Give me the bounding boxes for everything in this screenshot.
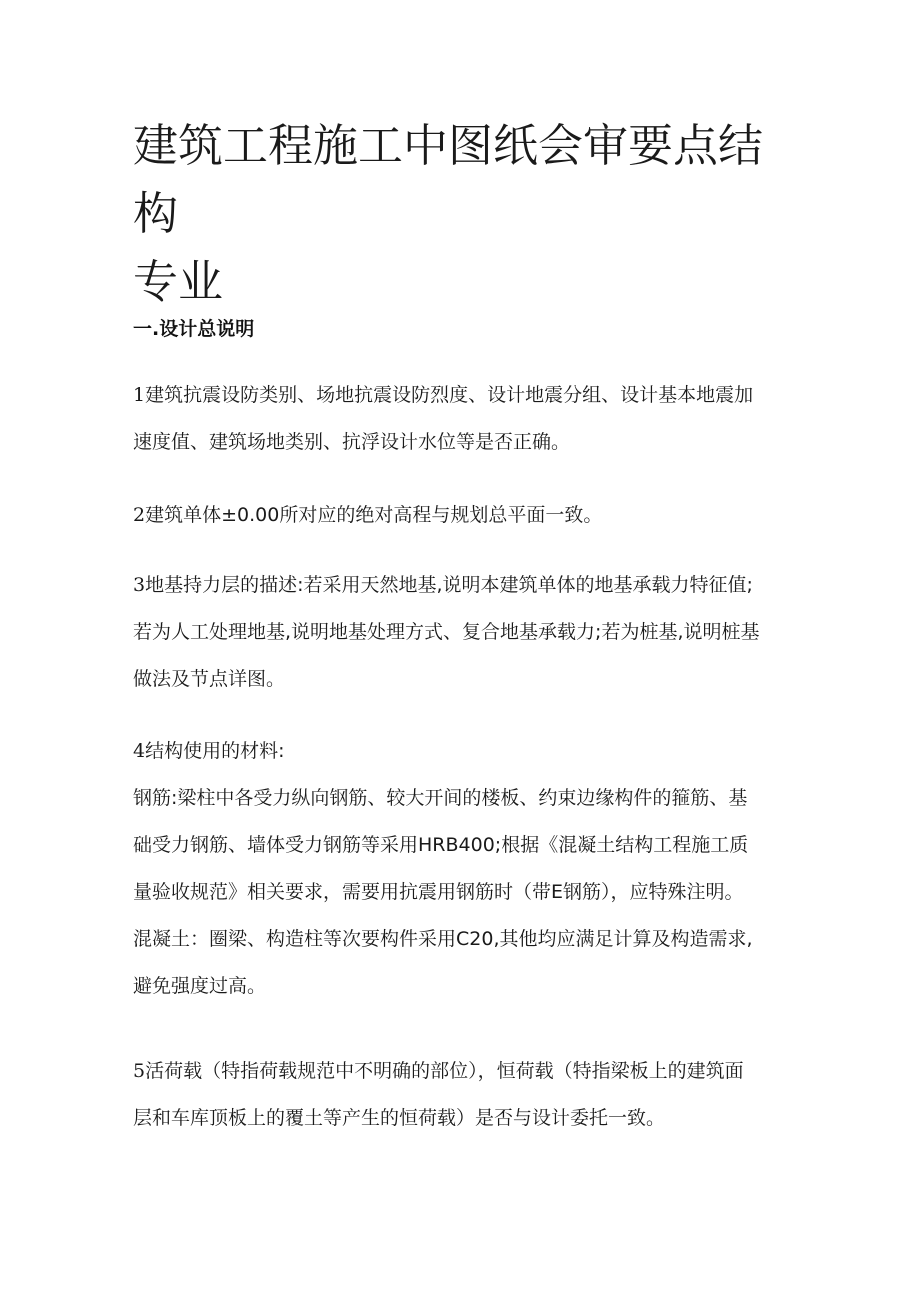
paragraph-1-number: 1 [133,384,146,406]
paragraph-5-number: 5 [133,1060,146,1082]
paragraph-3 [133,562,803,703]
paragraph-1-line-2: 速度值、建筑场地类别、抗浮设计水位等是否正确。 [133,431,571,453]
rebar-line-3: 量验收规范》相关要求，需要用抗震用钢筋时（带E钢筋），应特殊注明。 [133,881,744,903]
paragraph-5-line-2: 层和车库顶板上的覆土等产生的恒荷载）是否与设计委托一致。 [133,1107,666,1129]
paragraph-4 [133,728,803,1010]
paragraph-1 [133,372,803,466]
paragraph-4-line-1: 4结构使用的材料: [133,740,285,762]
paragraph-2-number: 2 [133,504,146,526]
rebar-line-2: 础受力钢筋、墙体受力钢筋等采用HRB400;根据《混凝土结构工程施工质 [133,834,749,856]
paragraph-3-line-3: 做法及节点详图。 [133,668,286,690]
concrete-line-2: 避免强度过高。 [133,975,267,997]
title-line-2: 专业 [133,255,224,308]
section-heading: 一.设计总说明 [133,318,255,340]
paragraph-1-line-1: 1建筑抗震设防类别、场地抗震设防烈度、设计地震分组、设计基本地震加 [133,384,754,406]
paragraph-3-line-2: 若为人工处理地基,说明地基处理方式、复合地基承载力;若为桩基,说明桩基 [133,621,760,643]
document-title [133,112,793,316]
paragraph-2 [133,492,803,539]
concrete-line-1: 混凝土：圈梁、构造柱等次要构件采用C20,其他均应满足计算及构造需求, [133,928,753,950]
rebar-line-1: 钢筋:梁柱中各受力纵向钢筋、较大开间的楼板、约束边缘构件的箍筋、基 [133,787,748,809]
paragraph-5 [133,1048,803,1142]
paragraph-3-line-1: 3地基持力层的描述:若采用天然地基,说明本建筑单体的地基承载力特征值; [133,574,753,596]
title-line-1: 建筑工程施工中图纸会审要点结构 [133,119,764,240]
paragraph-4-number: 4 [133,740,146,762]
paragraph-2-line-1: 2建筑单体±0.00所对应的绝对高程与规划总平面一致。 [133,504,603,526]
paragraph-3-number: 3 [133,574,146,596]
paragraph-5-line-1: 5活荷载（特指荷载规范中不明确的部位），恒荷载（特指梁板上的建筑面 [133,1060,744,1082]
